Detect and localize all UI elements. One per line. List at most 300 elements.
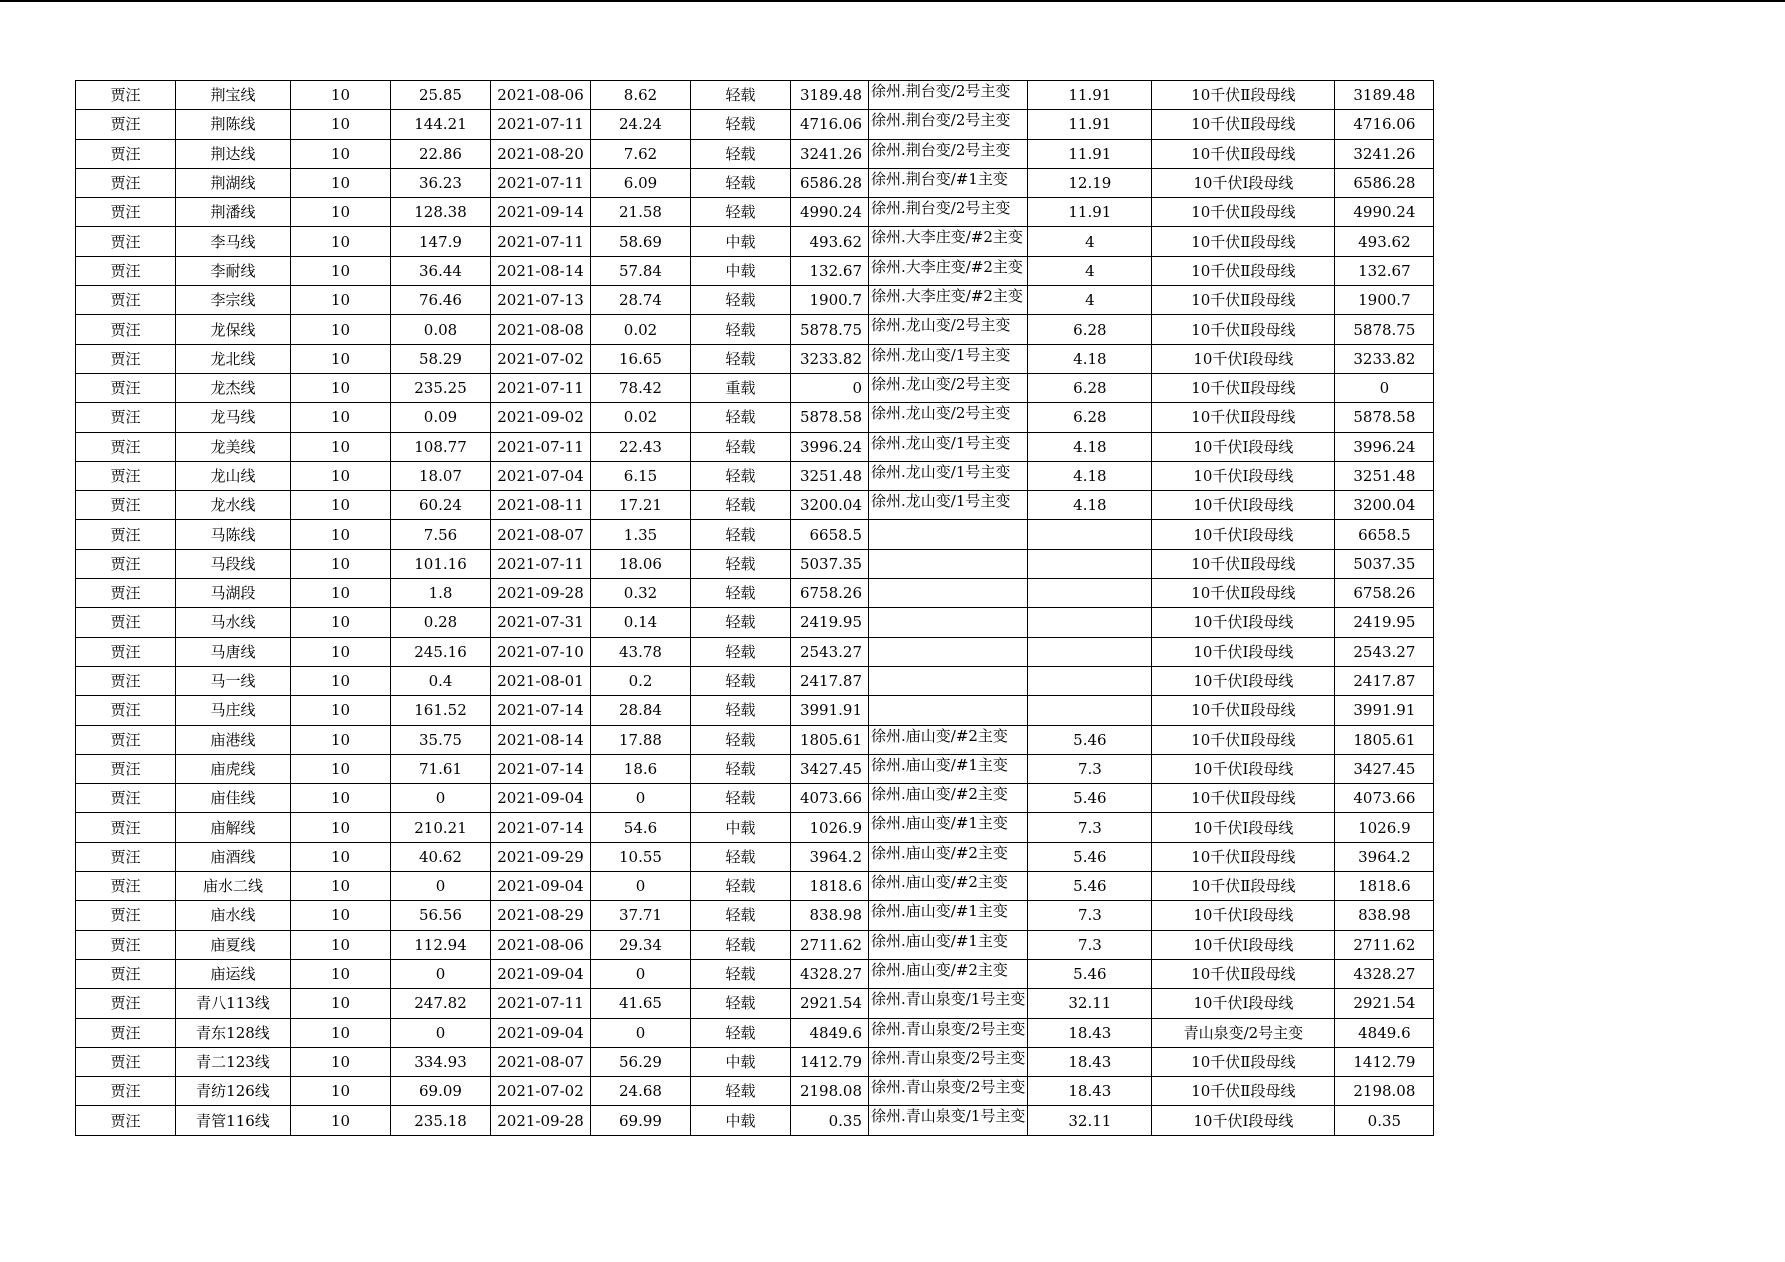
max-load-cell: 1.8 — [391, 579, 491, 608]
table-row — [76, 901, 1434, 930]
table-row — [76, 696, 1434, 725]
load-rate-cell: 24.68 — [591, 1077, 691, 1106]
margin-cell: 6758.26 — [791, 579, 869, 608]
margin-cell: 4990.24 — [791, 198, 869, 227]
available-capacity-cell: 2543.27 — [1335, 637, 1434, 666]
busbar-cell: 10千伏Ⅰ段母线 — [1152, 930, 1335, 959]
load-status-cell: 轻载 — [691, 403, 791, 432]
table-row — [76, 139, 1434, 168]
load-status-cell: 轻载 — [691, 139, 791, 168]
date-cell: 2021-09-02 — [491, 403, 591, 432]
substation-cell — [869, 696, 1028, 725]
table-row — [76, 461, 1434, 490]
max-load-cell: 25.85 — [391, 81, 491, 110]
load-status-cell: 轻载 — [691, 286, 791, 315]
load-status-cell: 中载 — [691, 227, 791, 256]
district-cell: 贾汪 — [76, 1047, 176, 1076]
available-capacity-cell: 3241.26 — [1335, 139, 1434, 168]
substation-cell: 徐州.青山泉变/2号主变 — [869, 1018, 1028, 1047]
voltage-cell: 10 — [291, 432, 391, 461]
transformer-rate-cell: 6.28 — [1028, 403, 1152, 432]
load-rate-cell: 7.62 — [591, 139, 691, 168]
transformer-rate-cell — [1028, 637, 1152, 666]
table-row — [76, 608, 1434, 637]
busbar-cell: 10千伏Ⅰ段母线 — [1152, 168, 1335, 197]
voltage-cell: 10 — [291, 256, 391, 285]
load-rate-cell: 57.84 — [591, 256, 691, 285]
transformer-rate-cell: 32.11 — [1028, 989, 1152, 1018]
margin-cell: 5878.75 — [791, 315, 869, 344]
max-load-cell: 210.21 — [391, 813, 491, 842]
available-capacity-cell: 4073.66 — [1335, 784, 1434, 813]
max-load-cell: 60.24 — [391, 491, 491, 520]
line-name-cell: 庙运线 — [176, 959, 291, 988]
margin-cell: 2543.27 — [791, 637, 869, 666]
max-load-cell: 101.16 — [391, 549, 491, 578]
date-cell: 2021-09-04 — [491, 784, 591, 813]
date-cell: 2021-09-04 — [491, 959, 591, 988]
margin-cell: 2921.54 — [791, 989, 869, 1018]
line-name-cell: 马湖段 — [176, 579, 291, 608]
transformer-rate-cell: 4.18 — [1028, 491, 1152, 520]
load-status-cell: 轻载 — [691, 344, 791, 373]
district-cell: 贾汪 — [76, 637, 176, 666]
district-cell: 贾汪 — [76, 579, 176, 608]
table-row — [76, 637, 1434, 666]
line-name-cell: 龙杰线 — [176, 373, 291, 402]
substation-cell: 徐州.荆台变/#1主变 — [869, 168, 1028, 197]
date-cell: 2021-08-06 — [491, 930, 591, 959]
line-name-cell: 马水线 — [176, 608, 291, 637]
substation-cell: 徐州.龙山变/2号主变 — [869, 315, 1028, 344]
max-load-cell: 235.18 — [391, 1106, 491, 1135]
busbar-cell: 10千伏Ⅱ段母线 — [1152, 403, 1335, 432]
line-name-cell: 荆宝线 — [176, 81, 291, 110]
date-cell: 2021-09-04 — [491, 872, 591, 901]
available-capacity-cell: 2921.54 — [1335, 989, 1434, 1018]
transformer-rate-cell: 4.18 — [1028, 432, 1152, 461]
transformer-rate-cell: 5.46 — [1028, 959, 1152, 988]
load-rate-cell: 28.84 — [591, 696, 691, 725]
table-row — [76, 403, 1434, 432]
max-load-cell: 56.56 — [391, 901, 491, 930]
max-load-cell: 71.61 — [391, 754, 491, 783]
available-capacity-cell: 5037.35 — [1335, 549, 1434, 578]
available-capacity-cell: 2711.62 — [1335, 930, 1434, 959]
available-capacity-cell: 5878.75 — [1335, 315, 1434, 344]
voltage-cell: 10 — [291, 901, 391, 930]
transformer-rate-cell: 4 — [1028, 256, 1152, 285]
substation-cell: 徐州.庙山变/#1主变 — [869, 754, 1028, 783]
load-rate-cell: 43.78 — [591, 637, 691, 666]
margin-cell: 1818.6 — [791, 872, 869, 901]
date-cell: 2021-07-11 — [491, 110, 591, 139]
table-row — [76, 1018, 1434, 1047]
page-top-rule — [0, 0, 1785, 2]
table-body — [76, 81, 1434, 1136]
line-name-cell: 龙水线 — [176, 491, 291, 520]
line-name-cell: 青管116线 — [176, 1106, 291, 1135]
table-row — [76, 666, 1434, 695]
load-rate-cell: 18.6 — [591, 754, 691, 783]
load-status-cell: 轻载 — [691, 666, 791, 695]
load-status-cell: 中载 — [691, 256, 791, 285]
max-load-cell: 22.86 — [391, 139, 491, 168]
busbar-cell: 10千伏Ⅱ段母线 — [1152, 959, 1335, 988]
date-cell: 2021-07-11 — [491, 373, 591, 402]
load-status-cell: 轻载 — [691, 608, 791, 637]
voltage-cell: 10 — [291, 637, 391, 666]
district-cell: 贾汪 — [76, 198, 176, 227]
load-rate-cell: 0.32 — [591, 579, 691, 608]
busbar-cell: 10千伏Ⅰ段母线 — [1152, 813, 1335, 842]
voltage-cell: 10 — [291, 608, 391, 637]
available-capacity-cell: 2198.08 — [1335, 1077, 1434, 1106]
load-status-cell: 轻载 — [691, 784, 791, 813]
busbar-cell: 10千伏Ⅰ段母线 — [1152, 461, 1335, 490]
voltage-cell: 10 — [291, 139, 391, 168]
available-capacity-cell: 6658.5 — [1335, 520, 1434, 549]
busbar-cell: 10千伏Ⅱ段母线 — [1152, 315, 1335, 344]
table-row — [76, 872, 1434, 901]
max-load-cell: 144.21 — [391, 110, 491, 139]
load-status-cell: 轻载 — [691, 725, 791, 754]
line-name-cell: 龙保线 — [176, 315, 291, 344]
transformer-rate-cell: 12.19 — [1028, 168, 1152, 197]
voltage-cell: 10 — [291, 520, 391, 549]
margin-cell: 838.98 — [791, 901, 869, 930]
table-row — [76, 198, 1434, 227]
load-status-cell: 轻载 — [691, 637, 791, 666]
transformer-rate-cell: 18.43 — [1028, 1047, 1152, 1076]
district-cell: 贾汪 — [76, 403, 176, 432]
transformer-rate-cell: 11.91 — [1028, 81, 1152, 110]
date-cell: 2021-07-14 — [491, 813, 591, 842]
voltage-cell: 10 — [291, 198, 391, 227]
available-capacity-cell: 3996.24 — [1335, 432, 1434, 461]
voltage-cell: 10 — [291, 813, 391, 842]
district-cell: 贾汪 — [76, 1018, 176, 1047]
load-status-cell: 轻载 — [691, 110, 791, 139]
load-rate-cell: 24.24 — [591, 110, 691, 139]
district-cell: 贾汪 — [76, 784, 176, 813]
load-rate-cell: 56.29 — [591, 1047, 691, 1076]
margin-cell: 3964.2 — [791, 842, 869, 871]
line-name-cell: 马唐线 — [176, 637, 291, 666]
substation-cell: 徐州.庙山变/#1主变 — [869, 901, 1028, 930]
line-name-cell: 荆陈线 — [176, 110, 291, 139]
load-rate-cell: 17.21 — [591, 491, 691, 520]
line-name-cell: 庙夏线 — [176, 930, 291, 959]
district-cell: 贾汪 — [76, 754, 176, 783]
load-rate-cell: 0.02 — [591, 403, 691, 432]
table-row — [76, 989, 1434, 1018]
max-load-cell: 40.62 — [391, 842, 491, 871]
table-row — [76, 373, 1434, 402]
busbar-cell: 10千伏Ⅱ段母线 — [1152, 286, 1335, 315]
date-cell: 2021-07-04 — [491, 461, 591, 490]
date-cell: 2021-08-29 — [491, 901, 591, 930]
voltage-cell: 10 — [291, 930, 391, 959]
available-capacity-cell: 4328.27 — [1335, 959, 1434, 988]
max-load-cell: 235.25 — [391, 373, 491, 402]
margin-cell: 5878.58 — [791, 403, 869, 432]
load-status-cell: 轻载 — [691, 315, 791, 344]
available-capacity-cell: 1818.6 — [1335, 872, 1434, 901]
line-name-cell: 马一线 — [176, 666, 291, 695]
max-load-cell: 0 — [391, 959, 491, 988]
district-cell: 贾汪 — [76, 872, 176, 901]
district-cell: 贾汪 — [76, 461, 176, 490]
district-cell: 贾汪 — [76, 901, 176, 930]
table-row — [76, 784, 1434, 813]
substation-cell: 徐州.龙山变/1号主变 — [869, 461, 1028, 490]
margin-cell: 4328.27 — [791, 959, 869, 988]
transformer-rate-cell: 11.91 — [1028, 198, 1152, 227]
busbar-cell: 10千伏Ⅰ段母线 — [1152, 666, 1335, 695]
date-cell: 2021-09-04 — [491, 1018, 591, 1047]
table-row — [76, 520, 1434, 549]
max-load-cell: 247.82 — [391, 989, 491, 1018]
available-capacity-cell: 1900.7 — [1335, 286, 1434, 315]
district-cell: 贾汪 — [76, 344, 176, 373]
load-rate-cell: 17.88 — [591, 725, 691, 754]
table-row — [76, 256, 1434, 285]
district-cell: 贾汪 — [76, 1077, 176, 1106]
substation-cell: 徐州.庙山变/#1主变 — [869, 930, 1028, 959]
margin-cell: 3427.45 — [791, 754, 869, 783]
margin-cell: 4716.06 — [791, 110, 869, 139]
substation-cell: 徐州.大李庄变/#2主变 — [869, 286, 1028, 315]
available-capacity-cell: 3251.48 — [1335, 461, 1434, 490]
table-row — [76, 315, 1434, 344]
max-load-cell: 0.09 — [391, 403, 491, 432]
available-capacity-cell: 3427.45 — [1335, 754, 1434, 783]
substation-cell: 徐州.荆台变/2号主变 — [869, 139, 1028, 168]
voltage-cell: 10 — [291, 666, 391, 695]
line-name-cell: 庙水二线 — [176, 872, 291, 901]
load-rate-cell: 0 — [591, 784, 691, 813]
busbar-cell: 10千伏Ⅰ段母线 — [1152, 608, 1335, 637]
load-status-cell: 轻载 — [691, 549, 791, 578]
transformer-rate-cell: 32.11 — [1028, 1106, 1152, 1135]
load-rate-cell: 58.69 — [591, 227, 691, 256]
substation-cell: 徐州.龙山变/2号主变 — [869, 373, 1028, 402]
line-name-cell: 马陈线 — [176, 520, 291, 549]
available-capacity-cell: 0 — [1335, 373, 1434, 402]
max-load-cell: 147.9 — [391, 227, 491, 256]
district-cell: 贾汪 — [76, 139, 176, 168]
line-name-cell: 青八113线 — [176, 989, 291, 1018]
margin-cell: 0.35 — [791, 1106, 869, 1135]
date-cell: 2021-08-01 — [491, 666, 591, 695]
load-status-cell: 轻载 — [691, 491, 791, 520]
line-name-cell: 荆潘线 — [176, 198, 291, 227]
load-rate-cell: 78.42 — [591, 373, 691, 402]
date-cell: 2021-09-14 — [491, 198, 591, 227]
available-capacity-cell: 493.62 — [1335, 227, 1434, 256]
district-cell: 贾汪 — [76, 813, 176, 842]
substation-cell: 徐州.龙山变/1号主变 — [869, 344, 1028, 373]
busbar-cell: 10千伏Ⅰ段母线 — [1152, 754, 1335, 783]
substation-cell: 徐州.荆台变/2号主变 — [869, 110, 1028, 139]
max-load-cell: 128.38 — [391, 198, 491, 227]
busbar-cell: 10千伏Ⅰ段母线 — [1152, 491, 1335, 520]
margin-cell: 2417.87 — [791, 666, 869, 695]
line-name-cell: 李耐线 — [176, 256, 291, 285]
available-capacity-cell: 3233.82 — [1335, 344, 1434, 373]
max-load-cell: 108.77 — [391, 432, 491, 461]
district-cell: 贾汪 — [76, 989, 176, 1018]
max-load-cell: 334.93 — [391, 1047, 491, 1076]
available-capacity-cell: 2417.87 — [1335, 666, 1434, 695]
load-status-cell: 中载 — [691, 813, 791, 842]
max-load-cell: 36.44 — [391, 256, 491, 285]
load-status-cell: 轻载 — [691, 461, 791, 490]
busbar-cell: 10千伏Ⅰ段母线 — [1152, 344, 1335, 373]
district-cell: 贾汪 — [76, 432, 176, 461]
voltage-cell: 10 — [291, 725, 391, 754]
transformer-rate-cell: 7.3 — [1028, 901, 1152, 930]
available-capacity-cell: 4990.24 — [1335, 198, 1434, 227]
table-row — [76, 1106, 1434, 1135]
load-rate-cell: 37.71 — [591, 901, 691, 930]
transformer-rate-cell — [1028, 666, 1152, 695]
date-cell: 2021-07-11 — [491, 432, 591, 461]
date-cell: 2021-07-11 — [491, 168, 591, 197]
load-rate-cell: 16.65 — [591, 344, 691, 373]
date-cell: 2021-07-02 — [491, 344, 591, 373]
transformer-rate-cell: 4 — [1028, 227, 1152, 256]
load-rate-cell: 1.35 — [591, 520, 691, 549]
available-capacity-cell: 6586.28 — [1335, 168, 1434, 197]
busbar-cell: 10千伏Ⅱ段母线 — [1152, 373, 1335, 402]
table-row — [76, 286, 1434, 315]
voltage-cell: 10 — [291, 227, 391, 256]
table-row — [76, 959, 1434, 988]
busbar-cell: 10千伏Ⅰ段母线 — [1152, 1106, 1335, 1135]
voltage-cell: 10 — [291, 461, 391, 490]
voltage-cell: 10 — [291, 286, 391, 315]
line-name-cell: 庙酒线 — [176, 842, 291, 871]
district-cell: 贾汪 — [76, 168, 176, 197]
voltage-cell: 10 — [291, 959, 391, 988]
margin-cell: 6658.5 — [791, 520, 869, 549]
substation-cell: 徐州.青山泉变/2号主变 — [869, 1047, 1028, 1076]
line-name-cell: 庙虎线 — [176, 754, 291, 783]
line-name-cell: 李宗线 — [176, 286, 291, 315]
available-capacity-cell: 132.67 — [1335, 256, 1434, 285]
available-capacity-cell: 1805.61 — [1335, 725, 1434, 754]
available-capacity-cell: 1412.79 — [1335, 1047, 1434, 1076]
load-rate-cell: 6.09 — [591, 168, 691, 197]
district-cell: 贾汪 — [76, 315, 176, 344]
transformer-rate-cell: 7.3 — [1028, 813, 1152, 842]
date-cell: 2021-08-08 — [491, 315, 591, 344]
available-capacity-cell: 4849.6 — [1335, 1018, 1434, 1047]
district-cell: 贾汪 — [76, 491, 176, 520]
district-cell: 贾汪 — [76, 666, 176, 695]
load-status-cell: 轻载 — [691, 1018, 791, 1047]
date-cell: 2021-07-11 — [491, 989, 591, 1018]
transformer-rate-cell — [1028, 579, 1152, 608]
busbar-cell: 10千伏Ⅱ段母线 — [1152, 227, 1335, 256]
available-capacity-cell: 838.98 — [1335, 901, 1434, 930]
available-capacity-cell: 3964.2 — [1335, 842, 1434, 871]
date-cell: 2021-07-02 — [491, 1077, 591, 1106]
table-row — [76, 81, 1434, 110]
load-status-cell: 轻载 — [691, 901, 791, 930]
margin-cell: 3996.24 — [791, 432, 869, 461]
substation-cell — [869, 520, 1028, 549]
margin-cell: 132.67 — [791, 256, 869, 285]
substation-cell — [869, 608, 1028, 637]
load-rate-cell: 0.02 — [591, 315, 691, 344]
load-rate-cell: 41.65 — [591, 989, 691, 1018]
district-cell: 贾汪 — [76, 256, 176, 285]
voltage-cell: 10 — [291, 315, 391, 344]
margin-cell: 2198.08 — [791, 1077, 869, 1106]
date-cell: 2021-09-29 — [491, 842, 591, 871]
table-row — [76, 842, 1434, 871]
substation-cell: 徐州.庙山变/#2主变 — [869, 872, 1028, 901]
voltage-cell: 10 — [291, 81, 391, 110]
date-cell: 2021-08-14 — [491, 256, 591, 285]
busbar-cell: 青山泉变/2号主变 — [1152, 1018, 1335, 1047]
busbar-cell: 10千伏Ⅰ段母线 — [1152, 989, 1335, 1018]
margin-cell: 3200.04 — [791, 491, 869, 520]
margin-cell: 4073.66 — [791, 784, 869, 813]
margin-cell: 6586.28 — [791, 168, 869, 197]
available-capacity-cell: 3200.04 — [1335, 491, 1434, 520]
district-cell: 贾汪 — [76, 110, 176, 139]
load-status-cell: 轻载 — [691, 959, 791, 988]
load-status-cell: 轻载 — [691, 432, 791, 461]
substation-cell: 徐州.大李庄变/#2主变 — [869, 256, 1028, 285]
margin-cell: 4849.6 — [791, 1018, 869, 1047]
date-cell: 2021-08-06 — [491, 81, 591, 110]
busbar-cell: 10千伏Ⅱ段母线 — [1152, 139, 1335, 168]
max-load-cell: 0 — [391, 784, 491, 813]
margin-cell: 3241.26 — [791, 139, 869, 168]
busbar-cell: 10千伏Ⅱ段母线 — [1152, 1077, 1335, 1106]
margin-cell: 3189.48 — [791, 81, 869, 110]
transformer-rate-cell: 6.28 — [1028, 315, 1152, 344]
load-status-cell: 轻载 — [691, 81, 791, 110]
table-row — [76, 549, 1434, 578]
transformer-rate-cell: 11.91 — [1028, 110, 1152, 139]
busbar-cell: 10千伏Ⅱ段母线 — [1152, 872, 1335, 901]
load-status-cell: 中载 — [691, 1106, 791, 1135]
voltage-cell: 10 — [291, 549, 391, 578]
substation-cell — [869, 666, 1028, 695]
date-cell: 2021-08-11 — [491, 491, 591, 520]
busbar-cell: 10千伏Ⅱ段母线 — [1152, 725, 1335, 754]
max-load-cell: 18.07 — [391, 461, 491, 490]
voltage-cell: 10 — [291, 1106, 391, 1135]
load-status-cell: 轻载 — [691, 989, 791, 1018]
district-cell: 贾汪 — [76, 227, 176, 256]
district-cell: 贾汪 — [76, 520, 176, 549]
available-capacity-cell: 1026.9 — [1335, 813, 1434, 842]
busbar-cell: 10千伏Ⅱ段母线 — [1152, 842, 1335, 871]
line-name-cell: 龙北线 — [176, 344, 291, 373]
table-row — [76, 227, 1434, 256]
available-capacity-cell: 2419.95 — [1335, 608, 1434, 637]
date-cell: 2021-09-28 — [491, 579, 591, 608]
substation-cell: 徐州.龙山变/2号主变 — [869, 403, 1028, 432]
voltage-cell: 10 — [291, 872, 391, 901]
